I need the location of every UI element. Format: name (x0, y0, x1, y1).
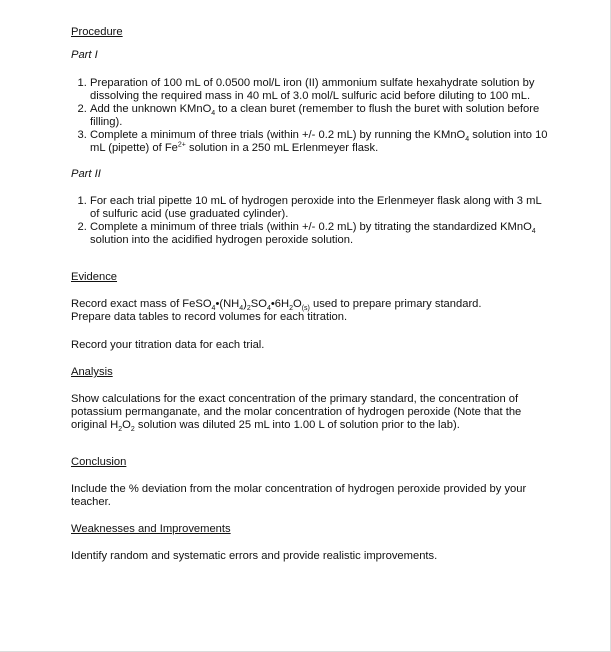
part-one-steps (71, 77, 551, 155)
analysis-text: Show calculations for the exact concentration of the primary standard, the concentration of potassium permanganate, and the molar concentration of hydrogen peroxide (Note that the original $H_2O_2$ solution was diluted 25 mL into 1.00 L of solution prior to the lab). (71, 393, 522, 434)
part-two-step-2: 2. Complete a minimum of three trials (within +/- 0.2 mL) by titrating the standardized KMnO$_4$ solution into the acidified hydrogen peroxide solution. (90, 221, 551, 247)
evidence-tables-text: Prepare data tables to record volumes for each titration. (71, 311, 348, 323)
part-two-steps (71, 195, 551, 247)
evidence-mass-text: Record exact mass of $FeSO_4•(NH_4)_2SO_4•6H_2O_{(s)}$ used to prepare primary standard. (71, 298, 482, 313)
part-one-step-1: 1. Preparation of 100 mL of 0.0500 mol/L iron (II) ammonium sulfate hexahydrate solution by dissolving the required mass in 40 mL of 3.0 mol/L sulfuric acid before diluting to 100 mL. (90, 77, 551, 103)
procedure-heading: Procedure (71, 26, 123, 38)
part-one-step-3: 3. Complete a minimum of three trials (within +/- 0.2 mL) by running the KMnO$_4$ solution into 10 mL (pipette) of $Fe^{2+}$ solution in a 250 mL Erlenmeyer flask. (90, 129, 551, 155)
part-two-title: Part II (71, 168, 101, 180)
document-body (71, 26, 551, 563)
weaknesses-heading: Weaknesses and Improvements (71, 523, 231, 535)
evidence-record-text: Record your titration data for each trial. (71, 339, 265, 351)
part-two-step-1: 1. For each trial pipette 10 mL of hydrogen peroxide into the Erlenmeyer flask along with 3 mL of sulfuric acid (use graduated cylinder). (90, 195, 551, 221)
conclusion-heading: Conclusion (71, 456, 127, 468)
conclusion-text: Include the % deviation from the molar concentration of hydrogen peroxide provided by your teacher. (71, 483, 527, 508)
evidence-heading: Evidence (71, 271, 118, 283)
part-one-step-2: 2. Add the unknown KMnO$_4$ to a clean buret (remember to flush the buret with solution before filling). (90, 103, 551, 129)
weaknesses-text: Identify random and systematic errors and provide realistic improvements. (71, 550, 438, 562)
analysis-heading: Analysis (71, 366, 113, 378)
part-one-title: Part I (71, 49, 98, 61)
